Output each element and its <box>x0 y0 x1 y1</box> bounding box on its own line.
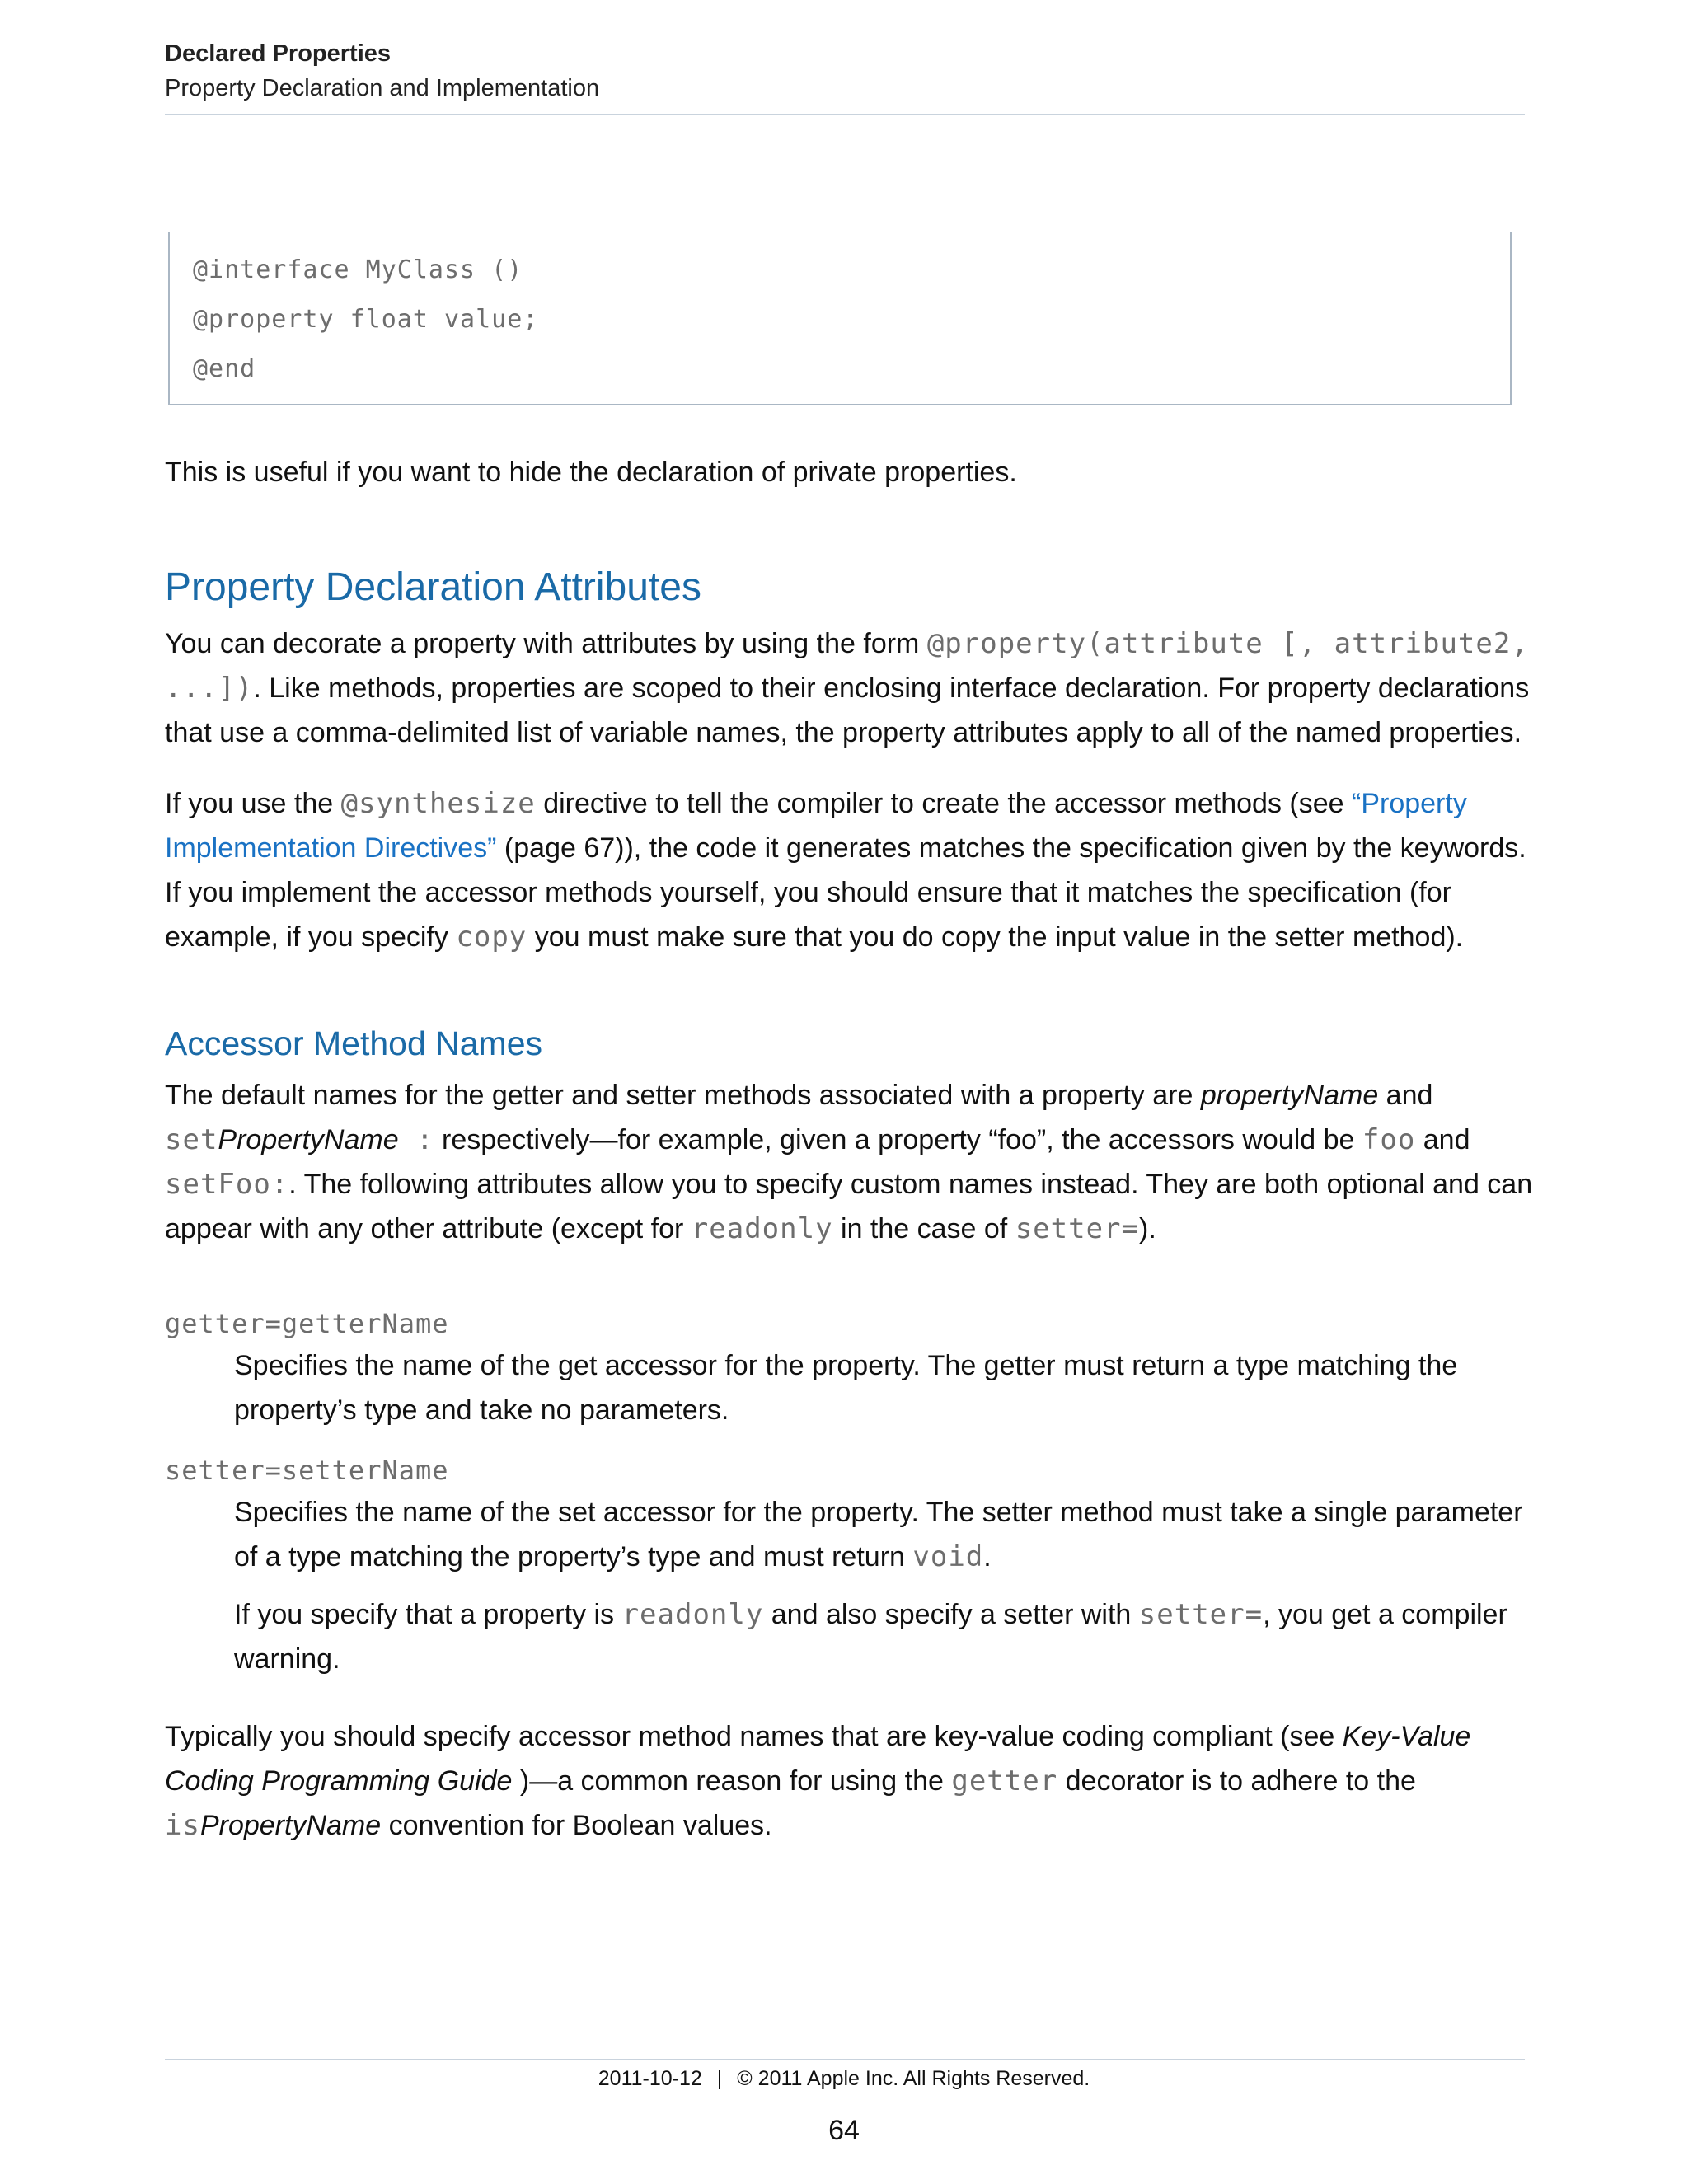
inline-code: : <box>398 1123 434 1156</box>
definition-getter: Specifies the name of the get accessor for the property. The getter must return a type matching the property’s type and take no parameters. <box>234 1350 1458 1426</box>
text-run: convention for Boolean values. <box>381 1810 772 1841</box>
footer-divider <box>165 2059 1525 2060</box>
text-run: The default names for the getter and setter methods associated with a property are <box>165 1080 1201 1111</box>
inline-code: foo <box>1362 1123 1416 1156</box>
header-section: Property Declaration and Implementation <box>165 75 600 101</box>
inline-code: copy <box>456 921 528 954</box>
text-run: Specifies the name of the set accessor for the property. The setter method must take a single parameter of a type matching the property’s type and must return <box>234 1497 1523 1572</box>
inline-code: void <box>912 1540 984 1573</box>
inline-code: readonly <box>691 1212 833 1245</box>
italic-term: PropertyName <box>218 1124 399 1155</box>
code-line: @interface MyClass () <box>193 255 523 284</box>
text-run: )—a common reason for using the <box>512 1765 952 1797</box>
inline-code: setFoo: <box>165 1168 289 1201</box>
code-block <box>168 232 1512 405</box>
inline-code: is <box>165 1809 200 1842</box>
cross-reference-link[interactable]: “Property Implementation Directives” <box>165 788 1467 864</box>
inline-code: ...]) <box>165 672 254 705</box>
inline-code: @synthesize <box>340 787 536 820</box>
text-run: Typically you should specify accessor method names that are key-value coding compliant (see <box>165 1721 1343 1752</box>
header-chapter: Declared Properties <box>165 40 392 67</box>
running-header <box>165 36 1525 105</box>
text-run: . Like methods, properties are scoped to their enclosing interface declaration. For property declarations that use a comma-delimited list of variable names, the property attributes apply to all of the named properties. <box>165 673 1530 748</box>
page-number: 64 <box>828 2115 860 2146</box>
header-divider <box>165 114 1525 115</box>
inline-code: setter= <box>1138 1598 1264 1631</box>
attributes-paragraph-2 <box>165 781 1533 959</box>
text-run: in the case of <box>832 1213 1015 1244</box>
italic-term: Key-Value Coding Programming Guide <box>165 1721 1471 1797</box>
text-run: directive to tell the compiler to create the accessor methods (see <box>535 788 1352 819</box>
code-line: @end <box>193 354 256 383</box>
inline-code: readonly <box>621 1598 764 1631</box>
text-run: decorator is to adhere to the <box>1057 1765 1416 1797</box>
inline-code: setter= <box>1015 1212 1139 1245</box>
text-run: and <box>1378 1080 1433 1111</box>
code-line: @property float value; <box>193 305 539 334</box>
attributes-paragraph-1 <box>165 621 1533 755</box>
term-setter: setter=setterName <box>165 1455 449 1486</box>
text-run: and also specify a setter with <box>763 1599 1139 1630</box>
text-run: . The following attributes allow you to specify custom names instead. They are both optional and can appear with any other attribute (except for <box>165 1169 1533 1244</box>
footer-date: 2011-10-12 <box>598 2067 702 2090</box>
definition-setter-1 <box>234 1490 1533 1579</box>
section-heading-attributes: Property Declaration Attributes <box>165 565 701 609</box>
inline-code: set <box>165 1123 218 1156</box>
text-run: and <box>1415 1124 1470 1155</box>
footer <box>0 2062 1688 2095</box>
text-run: ). <box>1139 1213 1156 1244</box>
inline-code: @property(attribute [, attribute2, <box>926 627 1529 660</box>
italic-term: PropertyName <box>199 1810 382 1841</box>
text-run: You can decorate a property with attributes by using the form <box>165 628 927 659</box>
text-run: If you specify that a property is <box>234 1599 622 1630</box>
term-getter: getter=getterName <box>165 1308 449 1339</box>
text-run: respectively—for example, given a property “foo”, the accessors would be <box>434 1124 1362 1155</box>
footer-separator: | <box>716 2067 723 2090</box>
section-heading-accessor: Accessor Method Names <box>165 1024 543 1062</box>
text-run: (page 67)), the code it generates matches the specification given by the keywords. If you implement the accessor methods yourself, you should ensure that it matches the specification (for example, if you specify <box>165 832 1526 953</box>
text-run: . <box>983 1541 992 1572</box>
italic-term: propertyName <box>1200 1080 1379 1111</box>
footer-copyright: © 2011 Apple Inc. All Rights Reserved. <box>737 2067 1090 2090</box>
inline-code: getter <box>951 1765 1058 1797</box>
closing-paragraph <box>165 1714 1533 1848</box>
text-run: you must make sure that you do copy the input value in the setter method). <box>527 921 1464 953</box>
text-run: If you use the <box>165 788 341 819</box>
intro-paragraph: This is useful if you want to hide the declaration of private properties. <box>165 457 1017 488</box>
text-run: , you get a compiler warning. <box>234 1599 1507 1675</box>
accessor-paragraph <box>165 1073 1533 1251</box>
definition-setter-2 <box>234 1592 1533 1681</box>
